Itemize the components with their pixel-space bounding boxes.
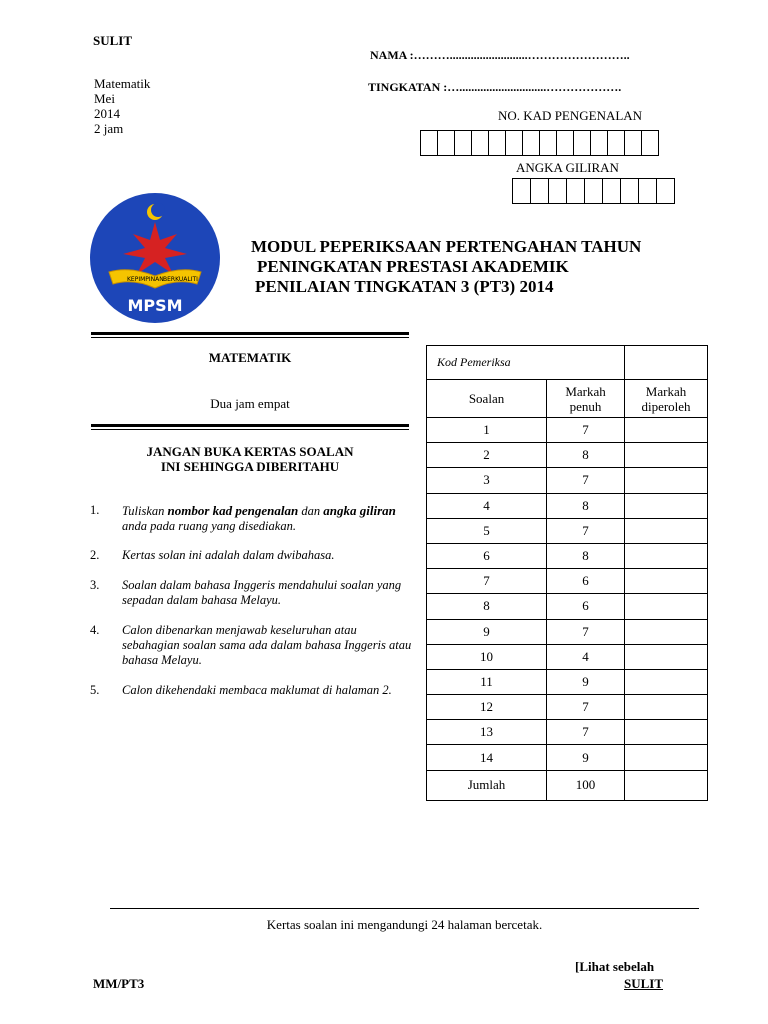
question-number: 5 <box>427 518 547 543</box>
marks-obtained-field[interactable] <box>625 745 708 770</box>
marks-obtained-field[interactable] <box>625 518 708 543</box>
table-row <box>427 493 708 518</box>
kod-pemeriksa-label: Kod Pemeriksa <box>427 346 625 380</box>
table-row <box>427 695 708 720</box>
full-marks: 8 <box>547 443 625 468</box>
page-count: Kertas soalan ini mengandungi 24 halaman bercetak. <box>266 917 543 932</box>
logo-ribbon-right: BERKUALITI <box>163 276 198 283</box>
instruction-number: 4. <box>90 623 100 637</box>
question-number: 9 <box>427 619 547 644</box>
table-row <box>427 468 708 493</box>
table-row <box>427 569 708 594</box>
marks-obtained-field[interactable] <box>625 644 708 669</box>
full-marks: 7 <box>547 418 625 443</box>
full-marks: 9 <box>547 669 625 694</box>
marks-obtained-field[interactable] <box>625 594 708 619</box>
ic-number-boxes[interactable] <box>420 130 658 156</box>
table-row <box>427 594 708 619</box>
instruction-text: Calon dibenarkan menjawab keseluruhan atau sebahagian soalan sama ada dalam bahasa Inggeris atau bahasa Melayu. <box>122 623 412 667</box>
full-marks: 7 <box>547 468 625 493</box>
marks-obtained-field[interactable] <box>625 619 708 644</box>
table-row <box>427 720 708 745</box>
paper-year: 2014 <box>94 106 120 121</box>
table-row <box>427 745 708 770</box>
divider-top-thin <box>91 337 409 338</box>
full-marks: 9 <box>547 745 625 770</box>
marks-obtained-field[interactable] <box>625 468 708 493</box>
table-row <box>427 669 708 694</box>
table-row <box>427 518 708 543</box>
paper-subject: Matematik <box>94 76 151 91</box>
title-line-1: MODUL PEPERIKSAAN PERTENGAHAN TAHUN <box>251 237 642 256</box>
col-header-diperoleh: Markah diperoleh <box>625 380 708 418</box>
marks-obtained-field[interactable] <box>625 695 708 720</box>
ic-label: NO. KAD PENGENALAN <box>498 108 643 123</box>
paper-month: Mei <box>94 91 115 106</box>
divider-middle <box>91 424 409 427</box>
subject-heading: MATEMATIK <box>208 350 292 365</box>
instruction-text: Kertas solan ini adalah dalam dwibahasa. <box>122 548 335 562</box>
instruction-number: 5. <box>90 683 100 697</box>
full-marks: 7 <box>547 518 625 543</box>
divider-top <box>91 332 409 335</box>
title-line-3: PENILAIAN TINGKATAN 3 (PT3) 2014 <box>255 277 554 296</box>
table-row <box>427 644 708 669</box>
question-number: 3 <box>427 468 547 493</box>
question-number: 12 <box>427 695 547 720</box>
instruction-number: 1. <box>90 503 100 517</box>
kod-pemeriksa-field[interactable] <box>625 346 708 380</box>
marks-obtained-field[interactable] <box>625 443 708 468</box>
table-row <box>427 443 708 468</box>
giliran-boxes[interactable] <box>512 178 674 204</box>
title-line-2: PENINGKATAN PRESTASI AKADEMIK <box>257 257 569 276</box>
instruction-text: Soalan dalam bahasa Inggeris mendahului soalan yang sepadan dalam bahasa Melayu. <box>122 578 402 607</box>
instruction-text: Calon dikehendaki membaca maklumat di halaman 2. <box>122 683 392 697</box>
full-marks: 7 <box>547 695 625 720</box>
table-row <box>427 619 708 644</box>
marks-obtained-field[interactable] <box>625 543 708 568</box>
question-number: 13 <box>427 720 547 745</box>
marks-obtained-field[interactable] <box>625 720 708 745</box>
table-row <box>427 418 708 443</box>
mpsm-logo <box>89 192 221 324</box>
question-number: 1 <box>427 418 547 443</box>
total-value: 100 <box>547 770 625 800</box>
next-page-note: [Lihat sebelah <box>575 959 655 974</box>
col-header-penuh: Markah penuh <box>547 380 625 418</box>
paper-title <box>251 237 641 297</box>
question-number: 14 <box>427 745 547 770</box>
score-table <box>426 345 708 801</box>
question-number: 4 <box>427 493 547 518</box>
full-marks: 4 <box>547 644 625 669</box>
full-marks: 6 <box>547 594 625 619</box>
question-number: 10 <box>427 644 547 669</box>
full-marks: 8 <box>547 493 625 518</box>
footer-rule <box>110 908 699 909</box>
question-number: 11 <box>427 669 547 694</box>
instruction-text: Tuliskan nombor kad pengenalan dan angka giliran anda pada ruang yang disediakan. <box>122 503 396 533</box>
full-marks: 8 <box>547 543 625 568</box>
marks-obtained-field[interactable] <box>625 669 708 694</box>
logo-text: MPSM <box>127 296 183 315</box>
marks-obtained-field[interactable] <box>625 493 708 518</box>
col-header-soalan: Soalan <box>427 380 547 418</box>
sulit-header: SULIT <box>93 33 133 48</box>
marks-obtained-field[interactable] <box>625 569 708 594</box>
paper-duration: 2 jam <box>94 121 124 136</box>
instruction-number: 3. <box>90 578 100 592</box>
question-number: 8 <box>427 594 547 619</box>
question-number: 7 <box>427 569 547 594</box>
tingkatan-field[interactable]: TINGKATAN :….............................………………. <box>368 80 622 94</box>
instruction-number: 2. <box>90 548 100 562</box>
total-label: Jumlah <box>427 770 547 800</box>
table-row <box>427 543 708 568</box>
warning-text <box>91 444 409 474</box>
question-number: 2 <box>427 443 547 468</box>
sulit-footer: SULIT <box>624 976 664 991</box>
warning-line-2: INI SEHINGGA DIBERITAHU <box>160 459 340 474</box>
marks-obtained-field[interactable] <box>625 418 708 443</box>
full-marks: 7 <box>547 720 625 745</box>
question-number: 6 <box>427 543 547 568</box>
paper-meta <box>94 76 150 136</box>
giliran-label: ANGKA GILIRAN <box>516 160 619 175</box>
time-allowed: Dua jam empat <box>210 396 290 411</box>
logo-ribbon-left: KEPIMPINAN <box>127 276 164 283</box>
divider-middle-thin <box>91 429 409 430</box>
paper-code: MM/PT3 <box>93 976 145 991</box>
total-obtained-field[interactable] <box>625 770 708 800</box>
nama-field[interactable]: NAMA :………..........................…………………….. <box>370 48 630 62</box>
full-marks: 6 <box>547 569 625 594</box>
warning-line-1: JANGAN BUKA KERTAS SOALAN <box>146 444 354 459</box>
full-marks: 7 <box>547 619 625 644</box>
